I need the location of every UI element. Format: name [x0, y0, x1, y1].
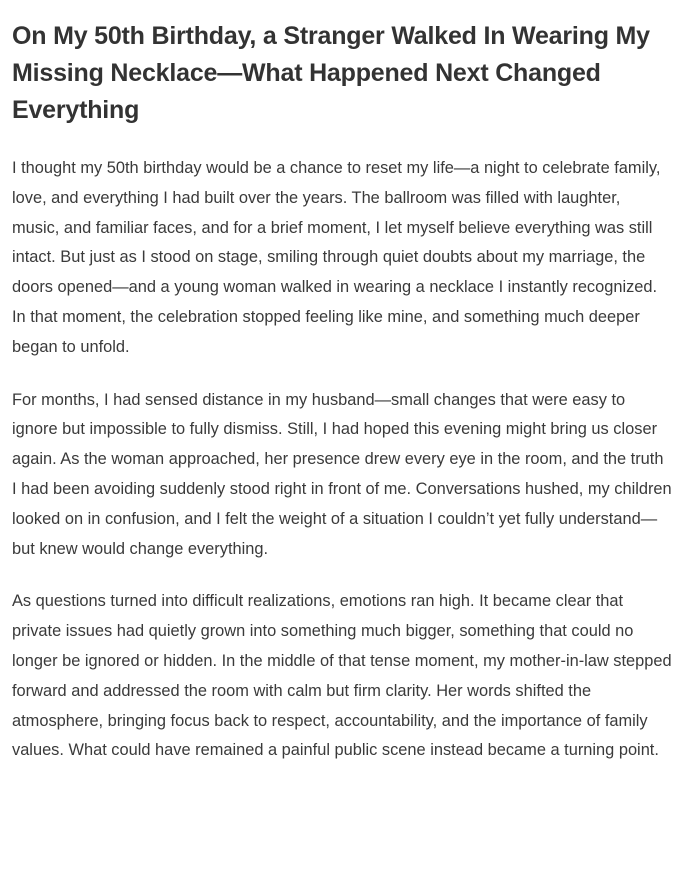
article-title: On My 50th Birthday, a Stranger Walked In Wearing My Missing Necklace—What Happened Next Changed Everything — [12, 22, 650, 124]
article-paragraph-1: I thought my 50th birthday would be a chance to reset my life—a night to celebrate family, love, and everything I had built over the years. The ballroom was filled with laughter, music, and familiar faces, and for a brief moment, I let myself believe everything was still intact. But just as I stood on stage, smiling through quiet doubts about my marriage, the doors opened—and a young woman walked in wearing a necklace I instantly recognized. In that moment, the celebration stopped feeling like mine, and something much deeper began to unfold. — [12, 159, 661, 356]
article — [12, 18, 672, 789]
article-paragraph-2: For months, I had sensed distance in my husband—small changes that were easy to ignore but impossible to fully dismiss. Still, I had hoped this evening might bring us closer again. As the woman approached, her presence drew every eye in the room, and the truth I had been avoiding suddenly stood right in front of me. Conversations hushed, my children looked on in confusion, and I felt the weight of a situation I couldn’t yet fully understand—but knew would change everything. — [12, 390, 672, 558]
article-paragraph-3: As questions turned into difficult realizations, emotions ran high. It became clear that private issues had quietly grown into something much bigger, something that could no longer be ignored or hidden. In the middle of that tense moment, my mother-in-law stepped forward and addressed the room with calm but firm clarity. Her words shifted the atmosphere, bringing focus back to respect, accountability, and the importance of family values. What could have remained a painful public scene instead became a turning point. — [12, 592, 672, 760]
